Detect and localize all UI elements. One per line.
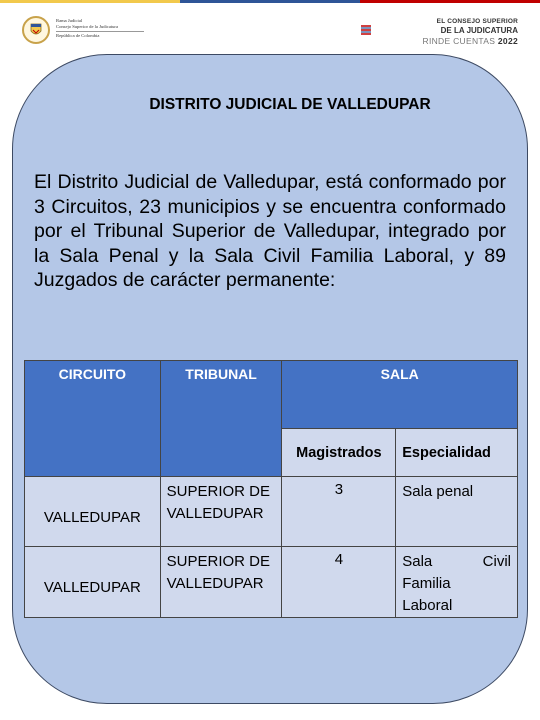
rinde-cuentas-logo — [358, 18, 518, 52]
cell-tribunal — [160, 547, 282, 618]
district-table — [24, 360, 518, 618]
org-divider — [56, 31, 144, 32]
table-row — [25, 477, 518, 547]
cell-circuito: VALLEDUPAR — [25, 477, 161, 547]
org-line-2: Consejo Superior de la Judicatura — [56, 24, 118, 29]
cell-circuito: VALLEDUPAR — [25, 547, 161, 618]
scales-mark-icon — [360, 23, 372, 37]
description-paragraph: El Distrito Judicial de Valledupar, está conformado por 3 Circuitos, 23 municipios y se encuentra conformado por el Tribunal Superior de Valledupar, integrado por la Sala Penal y la Sala Civil Familia Laboral, y 89 Juzgados de carácter permanente: — [34, 171, 506, 292]
top-bar-yellow — [0, 0, 180, 3]
header-sala: SALA — [282, 361, 518, 429]
especialidad-word-1: Sala — [402, 553, 433, 570]
brand-line-1: EL CONSEJO SUPERIOR — [436, 18, 518, 25]
slide-title: DISTRITO JUDICIAL DE VALLEDUPAR — [149, 96, 431, 113]
top-color-bar — [0, 0, 540, 3]
tribunal-line-1: SUPERIOR DE — [166, 553, 271, 570]
header-especialidad: Especialidad — [396, 429, 518, 477]
header-circuito: CIRCUITO — [25, 361, 161, 477]
top-bar-red — [360, 0, 540, 3]
brand-year: 2022 — [497, 36, 518, 46]
brand-line-3 — [358, 36, 518, 47]
top-bar-blue — [180, 0, 360, 3]
especialidad-word-1: Sala penal — [402, 483, 474, 500]
tribunal-line-2: VALLEDUPAR — [166, 505, 264, 522]
especialidad-line-3: Laboral — [402, 597, 453, 614]
org-name-lines — [56, 18, 144, 39]
cell-magistrados: 4 — [282, 547, 396, 618]
cell-especialidad — [396, 547, 518, 618]
especialidad-line-2: Familia — [402, 575, 451, 592]
org-line-3: República de Colombia — [56, 33, 100, 38]
cell-magistrados: 3 — [282, 477, 396, 547]
especialidad-line-1 — [402, 551, 511, 573]
brand-line-2: DE LA JUDICATURA — [440, 26, 518, 35]
tribunal-line-1: SUPERIOR DE — [166, 483, 271, 500]
especialidad-line-1 — [402, 481, 511, 503]
tribunal-line-2: VALLEDUPAR — [166, 575, 264, 592]
coat-of-arms-icon — [22, 16, 50, 44]
header-tribunal: TRIBUNAL — [160, 361, 282, 477]
org-line-1: Rama Judicial — [56, 18, 83, 23]
cell-especialidad — [396, 477, 518, 547]
header-magistrados: Magistrados — [282, 429, 396, 477]
rama-judicial-logo — [22, 14, 172, 48]
brand-rinde-cuentas: RINDE CUENTAS — [422, 36, 496, 46]
cell-tribunal — [160, 477, 282, 547]
especialidad-word-2: Civil — [482, 553, 511, 570]
table-row — [25, 547, 518, 618]
